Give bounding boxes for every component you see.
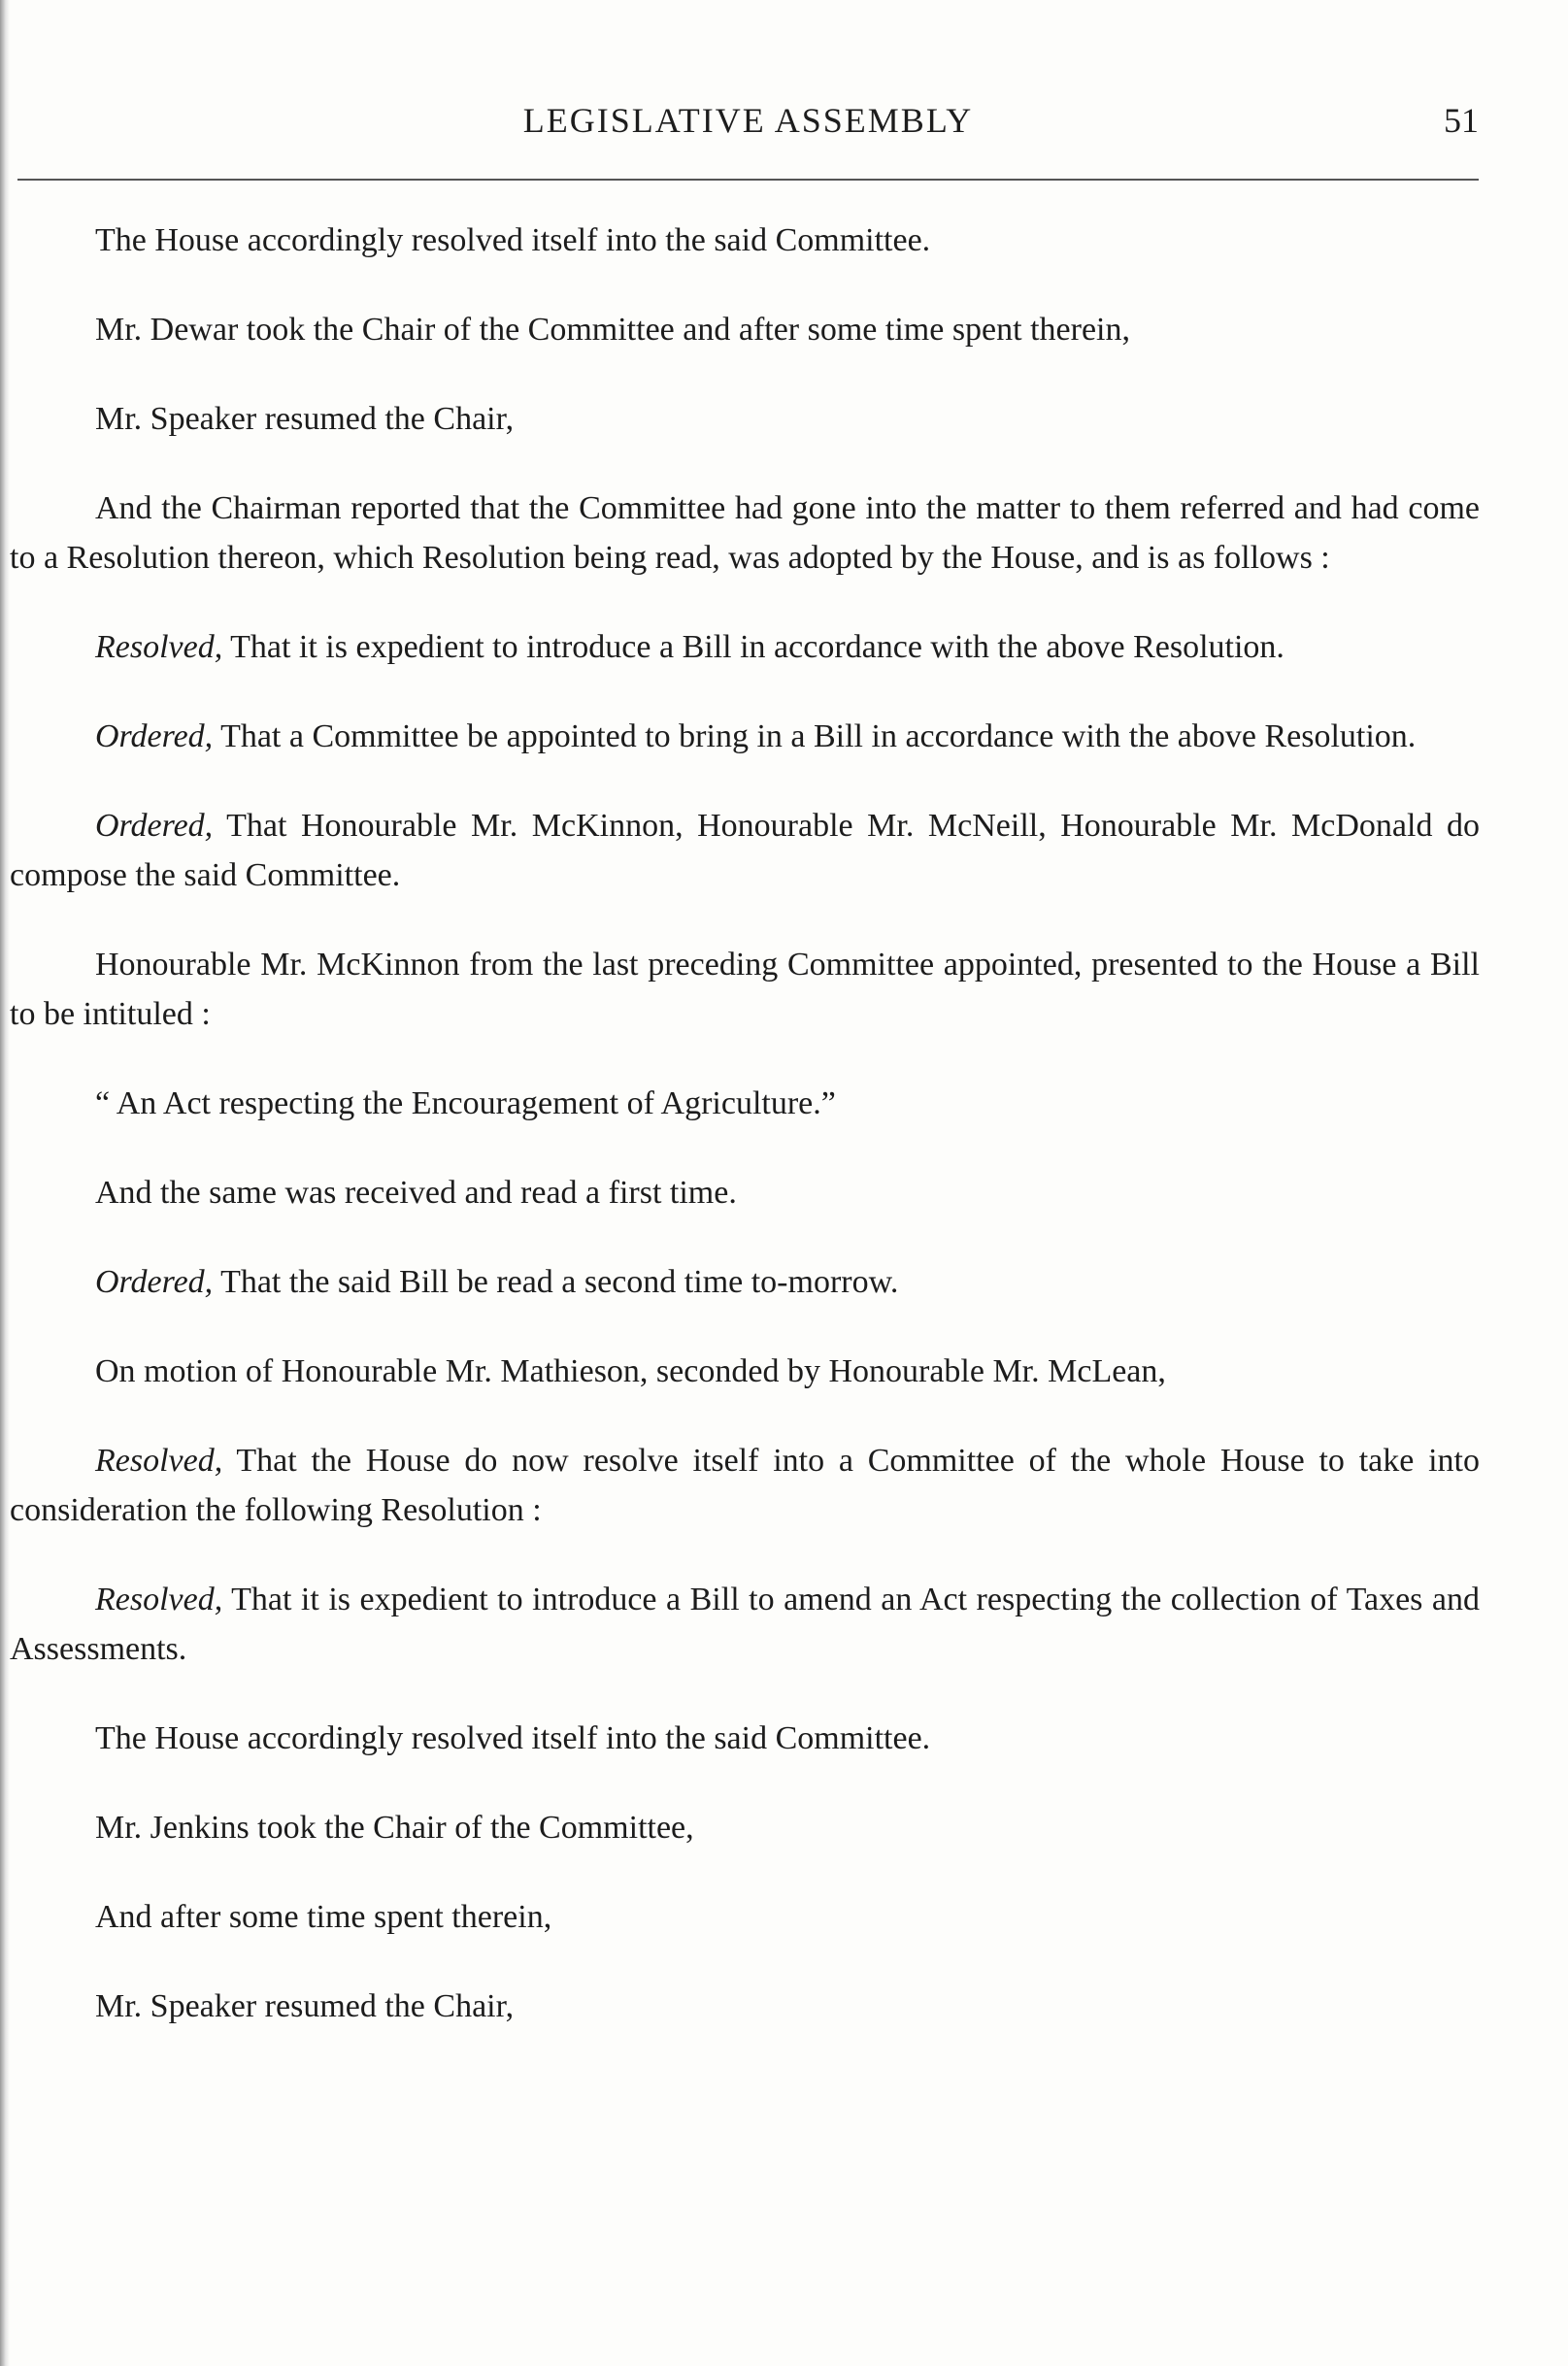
paragraph-lead: Resolved, xyxy=(95,629,223,665)
order-paragraph xyxy=(10,712,1480,761)
paragraph-text: That it is expedient to introduce a Bill in accordance with the above Resolution. xyxy=(222,629,1284,665)
resolution-paragraph xyxy=(10,1436,1480,1535)
paragraph-text: Mr. Jenkins took the Chair of the Committee, xyxy=(95,1810,694,1846)
page-body xyxy=(10,216,1480,2071)
running-head: LEGISLATIVE ASSEMBLY xyxy=(522,101,974,140)
paragraph-text: That the House do now resolve itself into a Committee of the whole House to take into consideration the following Resolution : xyxy=(10,1443,1480,1528)
header-rule xyxy=(17,179,1479,181)
paragraph-lead: Ordered, xyxy=(95,808,214,844)
paragraph xyxy=(10,1982,1480,2031)
paragraph-text: “ An Act respecting the Encouragement of Agriculture.” xyxy=(95,1085,836,1121)
resolution-paragraph xyxy=(10,1575,1480,1674)
paragraph-text: The House accordingly resolved itself into the said Committee. xyxy=(95,222,931,258)
paragraph-lead: Ordered, xyxy=(95,1264,214,1300)
paragraph xyxy=(10,483,1480,583)
paragraph-text: On motion of Honourable Mr. Mathieson, seconded by Honourable Mr. McLean, xyxy=(95,1353,1166,1389)
paragraph-text: Mr. Speaker resumed the Chair, xyxy=(95,401,515,437)
paragraph xyxy=(10,1347,1480,1396)
paragraph xyxy=(10,1168,1480,1217)
paragraph xyxy=(10,1892,1480,1942)
paragraph-lead: Resolved, xyxy=(95,1443,223,1479)
paragraph-text: And the same was received and read a first time. xyxy=(95,1175,737,1211)
bill-title xyxy=(10,1079,1480,1128)
paragraph-text: And after some time spent therein, xyxy=(95,1899,552,1935)
paragraph-text: And the Chairman reported that the Committee had gone into the matter to them referred and had come to a Resolution thereon, which Resolution being read, was adopted by the House, and is as follows : xyxy=(10,490,1480,576)
paragraph xyxy=(10,1714,1480,1763)
scan-binding-edge xyxy=(0,0,10,2366)
paragraph-text: Honourable Mr. McKinnon from the last preceding Committee appointed, presented to the House a Bill to be intituled : xyxy=(10,947,1480,1032)
paragraph-text: The House accordingly resolved itself into the said Committee. xyxy=(95,1720,931,1756)
order-paragraph xyxy=(10,1257,1480,1307)
paragraph-text: Mr. Dewar took the Chair of the Committee and after some time spent therein, xyxy=(95,312,1130,348)
resolution-paragraph xyxy=(10,622,1480,672)
order-paragraph xyxy=(10,801,1480,900)
paragraph-text: That it is expedient to introduce a Bill to amend an Act respecting the collection of Taxes and Assessments. xyxy=(10,1582,1480,1667)
paragraph-text: That Honourable Mr. McKinnon, Honourable Mr. McNeill, Honourable Mr. McDonald do compose the said Committee. xyxy=(10,808,1480,893)
paragraph xyxy=(10,1803,1480,1852)
paragraph-text: That a Committee be appointed to bring in a Bill in accordance with the above Resolution. xyxy=(213,718,1417,754)
paragraph-lead: Ordered, xyxy=(95,718,214,754)
paragraph-lead: Resolved, xyxy=(95,1582,223,1617)
paragraph xyxy=(10,940,1480,1039)
page-header xyxy=(17,92,1479,150)
paragraph xyxy=(10,305,1480,354)
paragraph xyxy=(10,216,1480,265)
page-number: 51 xyxy=(1444,101,1479,140)
paragraph-text: Mr. Speaker resumed the Chair, xyxy=(95,1988,515,2024)
paragraph-text: That the said Bill be read a second time to-morrow. xyxy=(213,1264,899,1300)
paragraph xyxy=(10,394,1480,444)
